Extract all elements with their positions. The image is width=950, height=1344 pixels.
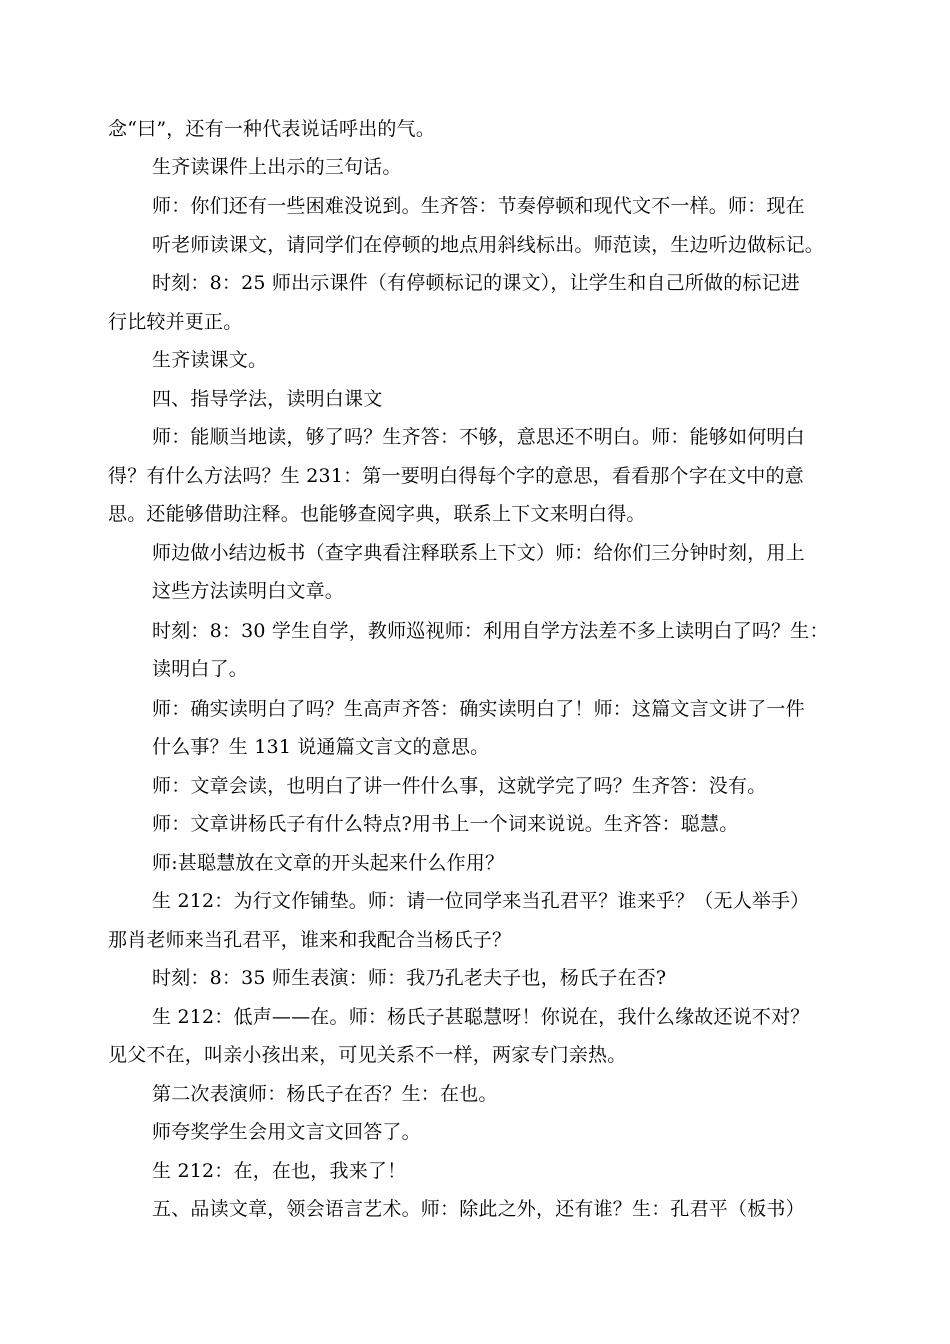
text-line: 师:甚聪慧放在文章的开头起来什么作用？ <box>152 852 505 874</box>
text-line: 时刻：8：35 师生表演：师：我乃孔老夫子也，杨氏子在否? <box>152 967 667 989</box>
text-line: 师：确实读明白了吗？生高声齐答：确实读明白了！师：这篇文言文讲了一件 <box>152 698 805 720</box>
text-line: 听老师读课文，请同学们在停顿的地点用斜线标出。师范读，生边听边做标记。 <box>152 234 825 256</box>
text-line: 师：文章讲杨氏子有什么特点?用书上一个词来说说。生齐答：聪慧。 <box>152 813 739 835</box>
text-line: 师：能顺当地读，够了吗？生齐答：不够，意思还不明白。师：能够如何明白 <box>152 426 805 448</box>
text-line: 那肖老师来当孔君平，谁来和我配合当杨氏子？ <box>108 929 512 951</box>
text-line: 第二次表演师：杨氏子在否？生：在也。 <box>152 1083 498 1105</box>
text-line: 得？有什么方法吗？生 231：第一要明白得每个字的意思，看看那个字在文中的意 <box>108 465 804 487</box>
text-line: 师：你们还有一些困难没说到。生齐答：节奏停顿和现代文不一样。师：现在 <box>152 195 805 217</box>
text-line: 师边做小结边板书（查字典看注释联系上下文）师：给你们三分钟时刻，用上 <box>152 542 805 564</box>
text-line: 生 212：低声——在。师：杨氏子甚聪慧呀！你说在，我什么缘故还说不对？ <box>152 1006 810 1028</box>
text-line: 行比较并更正。 <box>108 311 243 333</box>
text-line: 师：文章会读，也明白了讲一件什么事，这就学完了吗？生齐答：没有。 <box>152 775 767 797</box>
text-line: 这些方法读明白文章。 <box>152 580 345 602</box>
text-line: 什么事？生 131 说通篇文言文的意思。 <box>152 736 490 758</box>
text-line: 生 212：为行文作铺垫。师：请一位同学来当孔君平？谁来乎？（无人举手） <box>152 890 810 912</box>
section-heading: 四、指导学法，读明白课文 <box>152 388 383 410</box>
text-line: 师夸奖学生会用文言文回答了。 <box>152 1121 421 1143</box>
text-line: 时刻：8：30 学生自学，教师巡视师：利用自学方法差不多上读明白了吗？生： <box>152 620 829 642</box>
text-line: 时刻：8：25 师出示课件（有停顿标记的课文），让学生和自己所做的标记进 <box>152 272 801 294</box>
text-line: 生齐读课文。 <box>152 349 268 371</box>
text-line: 思。还能够借助注释。也能够查阅字典，联系上下文来明白得。 <box>108 503 646 525</box>
text-line: 读明白了。 <box>152 658 249 680</box>
text-line: 见父不在，叫亲小孩出来，可见关系不一样，两家专门亲热。 <box>108 1044 627 1066</box>
text-line: 念“曰”，还有一种代表说话呼出的气。 <box>108 118 436 140</box>
text-line: 生 212：在，在也，我来了！ <box>152 1160 407 1182</box>
section-heading: 五、品读文章，领会语言艺术。师：除此之外，还有谁？生：孔君平（板书） <box>152 1198 805 1220</box>
text-line: 生齐读课件上出示的三句话。 <box>152 156 402 178</box>
